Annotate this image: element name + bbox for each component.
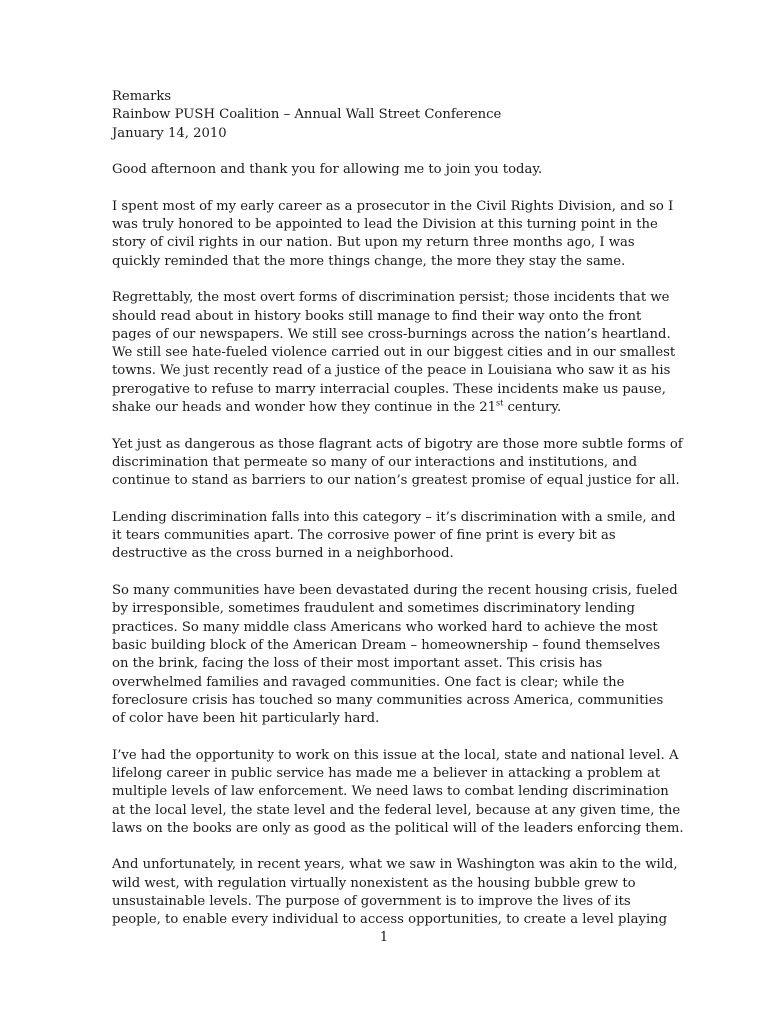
paragraph-4 xyxy=(112,509,676,564)
greeting-text: Good afternoon and thank you for allowing me to join you today. xyxy=(112,162,543,178)
paragraph-line: overwhelmed families and ravaged communities. One fact is clear; while the xyxy=(112,674,625,690)
paragraph-line: multiple levels of law enforcement. We need laws to combat lending discrimination xyxy=(112,784,669,800)
paragraph-line: Yet just as dangerous as those flagrant acts of bigotry are those more subtle forms of xyxy=(112,436,683,452)
paragraph-1 xyxy=(112,198,672,271)
document-page xyxy=(112,88,684,948)
document-header xyxy=(112,88,672,143)
paragraph-line: discrimination that permeate so many of our interactions and institutions, and xyxy=(112,454,638,470)
paragraph-2 xyxy=(112,289,676,417)
paragraph-line: was truly honored to be appointed to lead the Division at this turning point in the xyxy=(112,217,658,233)
paragraph-line: wild west, with regulation virtually nonexistent as the housing bubble grew to xyxy=(112,875,636,891)
paragraph-line: of color have been hit particularly hard. xyxy=(112,711,380,727)
paragraph-line: by irresponsible, sometimes fraudulent and sometimes discriminatory lending xyxy=(112,601,635,617)
paragraph-line: I’ve had the opportunity to work on this issue at the local, state and national level. A xyxy=(112,747,679,763)
paragraph-line: foreclosure crisis has touched so many communities across America, communities xyxy=(112,692,664,708)
header-date: January 14, 2010 xyxy=(112,125,227,141)
paragraph-7 xyxy=(112,856,678,929)
paragraph-line: it tears communities apart. The corrosive power of fine print is every bit as xyxy=(112,528,616,544)
greeting-paragraph xyxy=(112,161,672,179)
paragraph-line: unsustainable levels. The purpose of government is to improve the lives of its xyxy=(112,894,631,910)
paragraph-line: practices. So many middle class Americans who worked hard to achieve the most xyxy=(112,619,658,635)
paragraph-line: people, to enable every individual to access opportunities, to create a level playing xyxy=(112,912,668,928)
paragraph-5 xyxy=(112,582,678,728)
paragraph-line: towns. We just recently read of a justice of the peace in Louisiana who saw it as his xyxy=(112,363,671,379)
paragraph-line: And unfortunately, in recent years, what we saw in Washington was akin to the wild, xyxy=(112,857,678,873)
page-number: 1 xyxy=(379,930,389,945)
ordinal-suffix: st xyxy=(496,398,504,408)
paragraph-6 xyxy=(112,747,684,838)
line-text: shake our heads and wonder how they continue in the 21 xyxy=(112,400,496,416)
paragraph-line: at the local level, the state level and the federal level, because at any given time, the xyxy=(112,802,681,818)
paragraph-line: continue to stand as barriers to our nation’s greatest promise of equal justice for all. xyxy=(112,473,680,489)
paragraph-line: quickly reminded that the more things change, the more they stay the same. xyxy=(112,253,626,269)
paragraph-line: So many communities have been devastated during the recent housing crisis, fueled xyxy=(112,583,678,599)
paragraph-line: Lending discrimination falls into this category – it’s discrimination with a smile, and xyxy=(112,509,676,525)
paragraph-line: pages of our newspapers. We still see cross-burnings across the nation’s heartland. xyxy=(112,326,671,342)
header-title: Remarks xyxy=(112,89,172,104)
paragraph-line xyxy=(112,399,672,417)
header-event: Rainbow PUSH Coalition – Annual Wall Street Conference xyxy=(112,107,502,123)
paragraph-line: prerogative to refuse to marry interracial couples. These incidents make us pause, xyxy=(112,381,666,397)
paragraph-line: laws on the books are only as good as the political will of the leaders enforcing them. xyxy=(112,820,684,836)
paragraph-line: should read about in history books still manage to find their way onto the front xyxy=(112,308,642,324)
paragraph-line: We still see hate-fueled violence carried out in our biggest cities and in our smallest xyxy=(112,345,676,361)
paragraph-3 xyxy=(112,436,683,491)
paragraph-line: basic building block of the American Dream – homeownership – found themselves xyxy=(112,637,661,653)
paragraph-line: story of civil rights in our nation. But upon my return three months ago, I was xyxy=(112,235,635,251)
paragraph-line: destructive as the cross burned in a neighborhood. xyxy=(112,546,454,562)
paragraph-line: lifelong career in public service has made me a believer in attacking a problem at xyxy=(112,765,661,781)
paragraph-line: on the brink, facing the loss of their most important asset. This crisis has xyxy=(112,656,603,672)
line-text: century. xyxy=(503,400,562,416)
paragraph-line: Regrettably, the most overt forms of discrimination persist; those incidents that we xyxy=(112,290,670,306)
paragraph-line: I spent most of my early career as a prosecutor in the Civil Rights Division, and so I xyxy=(112,198,674,214)
